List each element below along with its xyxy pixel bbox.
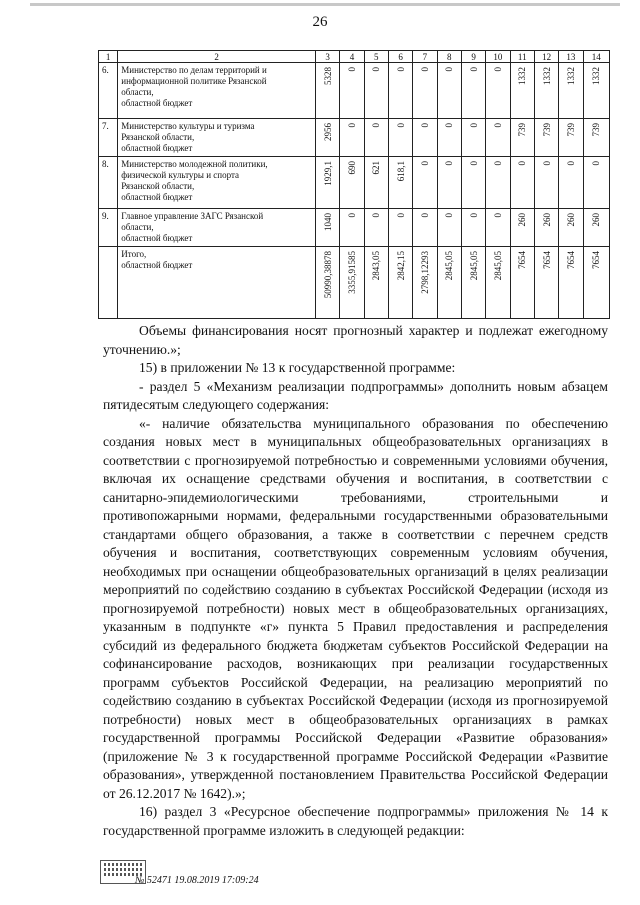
value-text: 1332 bbox=[517, 67, 528, 85]
value-cell bbox=[461, 63, 485, 119]
row-number: 7. bbox=[99, 119, 118, 157]
value-cell bbox=[461, 209, 485, 247]
value-text: 618,1 bbox=[395, 161, 406, 182]
value-cell bbox=[364, 63, 388, 119]
value-cell bbox=[510, 63, 534, 119]
value-text: 2842,15 bbox=[395, 251, 406, 281]
row-number bbox=[99, 247, 118, 319]
value-text: 0 bbox=[419, 161, 430, 166]
row-name-line: областной бюджет bbox=[121, 233, 193, 243]
value-text: 260 bbox=[517, 213, 528, 227]
row-number: 6. bbox=[99, 63, 118, 119]
value-text: 7654 bbox=[565, 251, 576, 269]
value-cell bbox=[583, 209, 609, 247]
value-text: 2843,05 bbox=[371, 251, 382, 281]
header-cell: 8 bbox=[437, 51, 461, 63]
value-text: 0 bbox=[492, 161, 503, 166]
value-text: 1332 bbox=[591, 67, 602, 85]
value-cell bbox=[486, 247, 510, 319]
value-cell bbox=[486, 63, 510, 119]
value-cell bbox=[340, 247, 364, 319]
value-cell bbox=[413, 157, 437, 209]
value-cell bbox=[315, 157, 339, 209]
value-text: 0 bbox=[492, 67, 503, 72]
header-cell: 5 bbox=[364, 51, 388, 63]
value-cell bbox=[388, 209, 412, 247]
value-cell bbox=[583, 119, 609, 157]
value-text: 2845,05 bbox=[444, 251, 455, 281]
value-text: 2845,05 bbox=[468, 251, 479, 281]
value-text: 1332 bbox=[541, 67, 552, 85]
value-cell bbox=[510, 247, 534, 319]
value-cell bbox=[364, 119, 388, 157]
row-name-line: области, bbox=[121, 87, 154, 97]
header-cell: 4 bbox=[340, 51, 364, 63]
value-cell bbox=[315, 209, 339, 247]
value-text: 0 bbox=[346, 123, 357, 128]
row-name-line: физической культуры и спорта bbox=[121, 170, 240, 180]
value-cell bbox=[364, 209, 388, 247]
value-cell bbox=[437, 119, 461, 157]
row-name-line: Министерство по делам территорий и bbox=[121, 65, 267, 75]
value-cell bbox=[534, 157, 558, 209]
value-cell bbox=[413, 63, 437, 119]
row-name-line: Рязанской области, bbox=[121, 181, 195, 191]
value-text: 0 bbox=[395, 213, 406, 218]
value-cell bbox=[437, 247, 461, 319]
table-row bbox=[99, 157, 610, 209]
value-cell bbox=[388, 63, 412, 119]
value-text: 0 bbox=[444, 213, 455, 218]
value-text: 0 bbox=[371, 213, 382, 218]
header-cell: 3 bbox=[315, 51, 339, 63]
value-text: 5328 bbox=[322, 67, 333, 85]
row-number: 8. bbox=[99, 157, 118, 209]
header-cell: 10 bbox=[486, 51, 510, 63]
row-name-line: информационной политике Рязанской bbox=[121, 76, 267, 86]
value-cell bbox=[559, 209, 583, 247]
value-text: 0 bbox=[371, 123, 382, 128]
scan-top-line bbox=[30, 3, 620, 6]
header-cell: 6 bbox=[388, 51, 412, 63]
value-cell bbox=[388, 157, 412, 209]
row-name bbox=[118, 63, 316, 119]
table-row bbox=[99, 63, 610, 119]
value-cell bbox=[559, 157, 583, 209]
value-cell bbox=[559, 119, 583, 157]
value-text: 7654 bbox=[541, 251, 552, 269]
value-text: 260 bbox=[541, 213, 552, 227]
value-text: 690 bbox=[346, 161, 357, 175]
value-cell bbox=[437, 209, 461, 247]
value-text: 0 bbox=[444, 161, 455, 166]
paragraph-item-15: 15) в приложении № 13 к государственной программе: bbox=[139, 360, 456, 375]
value-cell bbox=[340, 63, 364, 119]
value-cell bbox=[486, 157, 510, 209]
value-text: 260 bbox=[591, 213, 602, 227]
value-cell bbox=[510, 157, 534, 209]
registration-number: № 52471 19.08.2019 17:09:24 bbox=[135, 875, 259, 886]
value-cell bbox=[534, 63, 558, 119]
value-text: 0 bbox=[395, 123, 406, 128]
value-cell bbox=[559, 247, 583, 319]
value-text: 260 bbox=[565, 213, 576, 227]
value-text: 0 bbox=[419, 67, 430, 72]
value-text: 0 bbox=[565, 161, 576, 166]
value-text: 2845,05 bbox=[492, 251, 503, 281]
value-cell bbox=[340, 209, 364, 247]
row-name-line: областной бюджет bbox=[121, 260, 193, 270]
value-text: 0 bbox=[517, 161, 528, 166]
value-text: 0 bbox=[346, 67, 357, 72]
value-cell bbox=[534, 209, 558, 247]
value-text: 50990,38878 bbox=[322, 251, 333, 299]
row-name-line: Итого, bbox=[121, 249, 147, 259]
value-text: 0 bbox=[419, 213, 430, 218]
value-text: 0 bbox=[468, 123, 479, 128]
value-text: 0 bbox=[468, 161, 479, 166]
row-name-line: Министерство молодежной политики, bbox=[121, 159, 268, 169]
value-cell bbox=[583, 247, 609, 319]
value-text: 0 bbox=[346, 213, 357, 218]
value-cell bbox=[340, 157, 364, 209]
value-text: 0 bbox=[395, 67, 406, 72]
header-cell: 14 bbox=[583, 51, 609, 63]
value-text: 2956 bbox=[322, 123, 333, 141]
row-name-line: области, bbox=[121, 222, 154, 232]
row-name-line: областной бюджет bbox=[121, 143, 193, 153]
row-name-line: областной бюджет bbox=[121, 192, 193, 202]
table-row bbox=[99, 119, 610, 157]
value-text: 0 bbox=[492, 213, 503, 218]
header-cell: 9 bbox=[461, 51, 485, 63]
value-text: 0 bbox=[371, 67, 382, 72]
row-name-line: Рязанской области, bbox=[121, 132, 195, 142]
paragraph-quote: «- наличие обязательства муниципального образования по обеспечению создания новых мест в муниципальных общеобразовательных организациях в соответствии с прогнозируемой потребностью и современными условиями обучения, включая их оснащение средствами обучения и воспитания, в соответствии с санитарно-эпидемиологическими требованиями, строительными и противопожарными нормами, федеральными государственными образовательными стандартами общего образования, а также в соответствии с перечнем средств обучения и воспитания, соответствующих современным условиям обучения, необходимых при оснащении общеобразовательных организаций в целях реализации мероприятий по содействию созданию в субъектах Российской Федерации (исходя из прогнозируемой потребности) новых мест в общеобразовательных организациях, указанным в подпункте «г» пункта 5 Правил предоставления и распределения субсидий из федерального бюджета бюджетам субъектов Российской Федерации на софинансирование расходов, возникающих при реализации государственных программ субъектов Российской Федерации, на реализацию мероприятий по содействию созданию в субъектах Российской Федерации (исходя из прогнозируемой потребности) новых мест в общеобразовательных организациях в рамках государственной программы Российской Федерации «Развитие образования» (приложение № 3 к государственной программе Российской Федерации «Развитие образования», утвержденной постановлением Правительства Российской Федерации от 26.12.2017 № 1642).»; bbox=[103, 415, 608, 801]
table-row bbox=[99, 247, 610, 319]
value-cell bbox=[486, 119, 510, 157]
header-cell: 12 bbox=[534, 51, 558, 63]
paragraph-section-5: - раздел 5 «Механизм реализации подпрограммы» дополнить новым абзацем пятидесятым следующего содержания: bbox=[103, 378, 608, 412]
row-name-line: Главное управление ЗАГС Рязанской bbox=[121, 211, 264, 221]
row-name bbox=[118, 157, 316, 209]
value-text: 0 bbox=[492, 123, 503, 128]
table-header-row bbox=[99, 51, 610, 63]
row-name-line: Министерство культуры и туризма bbox=[121, 121, 255, 131]
value-cell bbox=[461, 157, 485, 209]
value-text: 0 bbox=[541, 161, 552, 166]
value-text: 0 bbox=[591, 161, 602, 166]
value-cell bbox=[583, 157, 609, 209]
header-cell: 11 bbox=[510, 51, 534, 63]
value-text: 739 bbox=[591, 123, 602, 137]
header-cell: 7 bbox=[413, 51, 437, 63]
value-text: 7654 bbox=[517, 251, 528, 269]
value-cell bbox=[437, 63, 461, 119]
value-cell bbox=[315, 63, 339, 119]
value-cell bbox=[315, 247, 339, 319]
value-text: 1929,1 bbox=[322, 161, 333, 186]
row-number: 9. bbox=[99, 209, 118, 247]
value-cell bbox=[340, 119, 364, 157]
value-text: 1040 bbox=[322, 213, 333, 231]
value-text: 7654 bbox=[591, 251, 602, 269]
value-cell bbox=[413, 209, 437, 247]
value-cell bbox=[583, 63, 609, 119]
value-text: 2798,12293 bbox=[419, 251, 430, 294]
value-text: 0 bbox=[468, 213, 479, 218]
value-cell bbox=[437, 157, 461, 209]
value-cell bbox=[413, 119, 437, 157]
header-cell: 13 bbox=[559, 51, 583, 63]
value-cell bbox=[364, 247, 388, 319]
row-name bbox=[118, 119, 316, 157]
value-cell bbox=[510, 209, 534, 247]
value-cell bbox=[364, 157, 388, 209]
value-text: 739 bbox=[541, 123, 552, 137]
value-cell bbox=[388, 247, 412, 319]
paragraph-item-16: 16) раздел 3 «Ресурсное обеспечение подпрограммы» приложения № 14 к государственной программе изложить в следующей редакции: bbox=[103, 804, 608, 838]
row-name-line: областной бюджет bbox=[121, 98, 193, 108]
value-text: 739 bbox=[517, 123, 528, 137]
page-number: 26 bbox=[312, 14, 328, 30]
paragraph-volumes: Объемы финансирования носят прогнозный характер и подлежат ежегодному уточнению.»; bbox=[103, 323, 608, 357]
main-text bbox=[103, 322, 608, 840]
row-name bbox=[118, 209, 316, 247]
header-cell: 2 bbox=[118, 51, 316, 63]
value-cell bbox=[461, 119, 485, 157]
value-cell bbox=[413, 247, 437, 319]
value-cell bbox=[534, 247, 558, 319]
value-text: 1332 bbox=[565, 67, 576, 85]
header-cell: 1 bbox=[99, 51, 118, 63]
value-cell bbox=[534, 119, 558, 157]
value-text: 739 bbox=[565, 123, 576, 137]
row-name bbox=[118, 247, 316, 319]
value-cell bbox=[486, 209, 510, 247]
value-text: 0 bbox=[444, 67, 455, 72]
value-text: 0 bbox=[419, 123, 430, 128]
value-text: 0 bbox=[468, 67, 479, 72]
value-cell bbox=[461, 247, 485, 319]
value-text: 3355,91585 bbox=[346, 251, 357, 294]
value-cell bbox=[510, 119, 534, 157]
value-cell bbox=[559, 63, 583, 119]
value-text: 621 bbox=[371, 161, 382, 175]
value-cell bbox=[315, 119, 339, 157]
financing-table bbox=[98, 50, 610, 319]
table-row bbox=[99, 209, 610, 247]
value-text: 0 bbox=[444, 123, 455, 128]
value-cell bbox=[388, 119, 412, 157]
